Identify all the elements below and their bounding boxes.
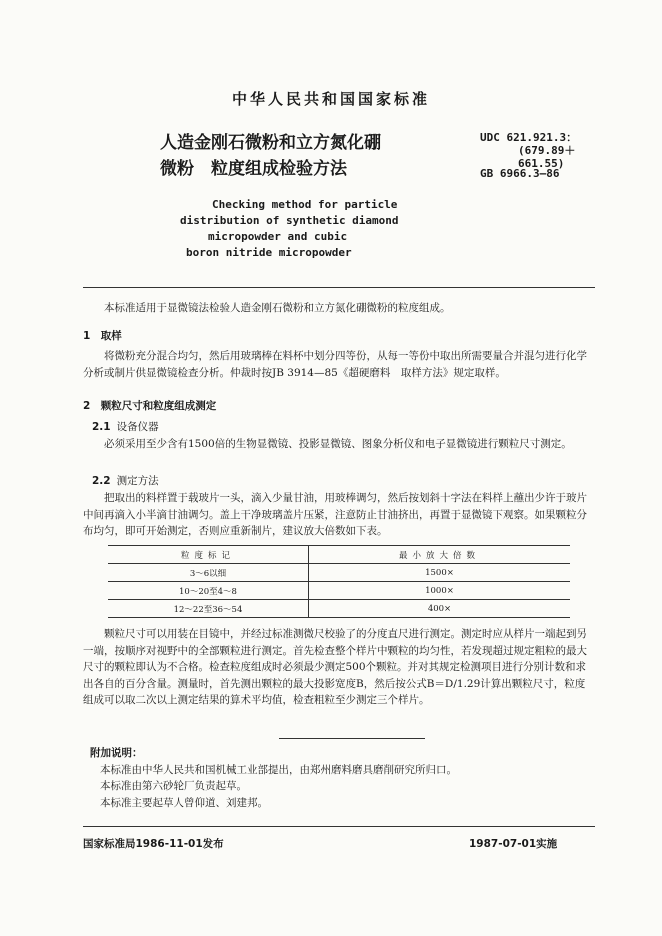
table-row [108,600,570,618]
appendix-line2: 本标准由第六砂轮厂负责起草。 [100,780,247,792]
measurement-paragraph: 颗粒尺寸可以用装在目镜中，并经过标准测微尺校验了的分度直尺进行测定。测定时应从样片一端起到另一端，按顺序对视野中的全部颗粒进行测定。首先检查整个样片中颗粒的均匀性，若发现超过规定粗粒的最大尺寸的颗粒即认为不合格。检查粒度组成时必须最少测定500个颗粒。并对其规定检测项目进行分别计数和求出各自的百分含量。测量时，首先测出颗粒的最大投影宽度B，然后按公式B＝D/1.29计算出颗粒尺寸，粒度组成可以取二次以上测定结果的算术平均值，检查粗粒至少测定三个样片。 [83,628,587,706]
appendix-line1: 本标准由中华人民共和国机械工业部提出，由郑州磨料磨具磨削研究所归口。 [100,763,457,776]
section-2-1-title: 设备仪器 [116,421,159,433]
title-english-line2: distribution of synthetic diamond [180,214,399,227]
section-2-1-number: 2.1 [92,421,111,433]
column-header-magnification: 最小放大倍数 [309,546,571,564]
udc-line2: (679.89＋ [518,144,576,157]
title-english-line1: Checking method for particle [212,198,398,211]
title-chinese [160,130,381,182]
table-row [108,582,570,600]
table-cell: 1000× [309,582,571,600]
section-2-2-heading [92,473,159,488]
magnification-table [108,545,570,618]
appendix [90,745,457,811]
issue-date: 国家标准局1986-11-01发布 [83,838,224,850]
table-cell: 1500× [309,564,571,582]
section-1-text: 将微粉充分混合均匀，然后用玻璃棒在料杯中划分四等份，从每一等份中取出所需要量合并混匀进行化学分析或制片供显微镜检查分析。仲裁时按JB 3914—85《超硬磨料 取样方法》规定取样。 [83,350,587,379]
appendix-title: 附加说明： [90,747,143,759]
title-chinese-line1: 人造金刚石微粉和立方氮化硼 [160,133,381,153]
section-2-2-text: 把取出的料样置于载玻片一头，滴入少量甘油，用玻棒调匀，然后按划斜十字法在料样上蘸出少许于玻片中间再滴入小半滴甘油调匀。盖上干净玻璃盖片压紧，注意防止甘油挤出，再置于显微镜下观察。如果颗粒分布均匀，即可开始测定，否则应重新制片，建议放大倍数如下表。 [83,492,587,537]
udc-code [480,131,577,170]
table-header-row [108,546,570,564]
section-2-2-number: 2.2 [92,475,111,487]
udc-line1: UDC 621.921.3： [480,131,578,144]
section-2-1-text: 必须采用至少含有1500倍的生物显微镜、投影显微镜、图象分析仪和电子显微镜进行颗粒尺寸测定。 [104,438,572,450]
section-1-heading: 1 取样 [83,330,122,342]
title-english [140,197,440,261]
title-chinese-line2: 微粉 粒度组成检验方法 [160,159,347,179]
intro-paragraph: 本标准适用于显微镜法检验人造金刚石微粉和立方氮化硼微粉的粒度组成。 [104,302,451,314]
table-cell: 10～20至4～8 [108,582,309,600]
notes-divider [279,738,425,739]
udc-line3: 661.55) [518,157,565,170]
column-header-grit: 粒度标记 [108,546,309,564]
effective-date: 1987-07-01实施 [469,838,558,850]
national-standard-label: 中华人民共和国国家标准 [231,90,430,108]
footer-divider [83,826,595,827]
section-2-1-heading [92,419,159,434]
gb-number: GB 6966.3—86 [480,167,560,180]
table-cell: 12～22至36～54 [108,600,309,618]
table-row [108,564,570,582]
table-cell: 3～6以细 [108,564,309,582]
title-english-line3: micropowder and cubic [208,230,348,243]
appendix-line3: 本标准主要起草人曾仰道、刘建邦。 [100,796,268,809]
table-cell: 400× [309,600,571,618]
section-2-heading: 2 颗粒尺寸和粒度组成测定 [83,400,217,412]
section-2-2-title: 测定方法 [116,475,159,487]
title-english-line4: boron nitride micropowder [186,246,352,259]
header-divider [83,287,595,288]
